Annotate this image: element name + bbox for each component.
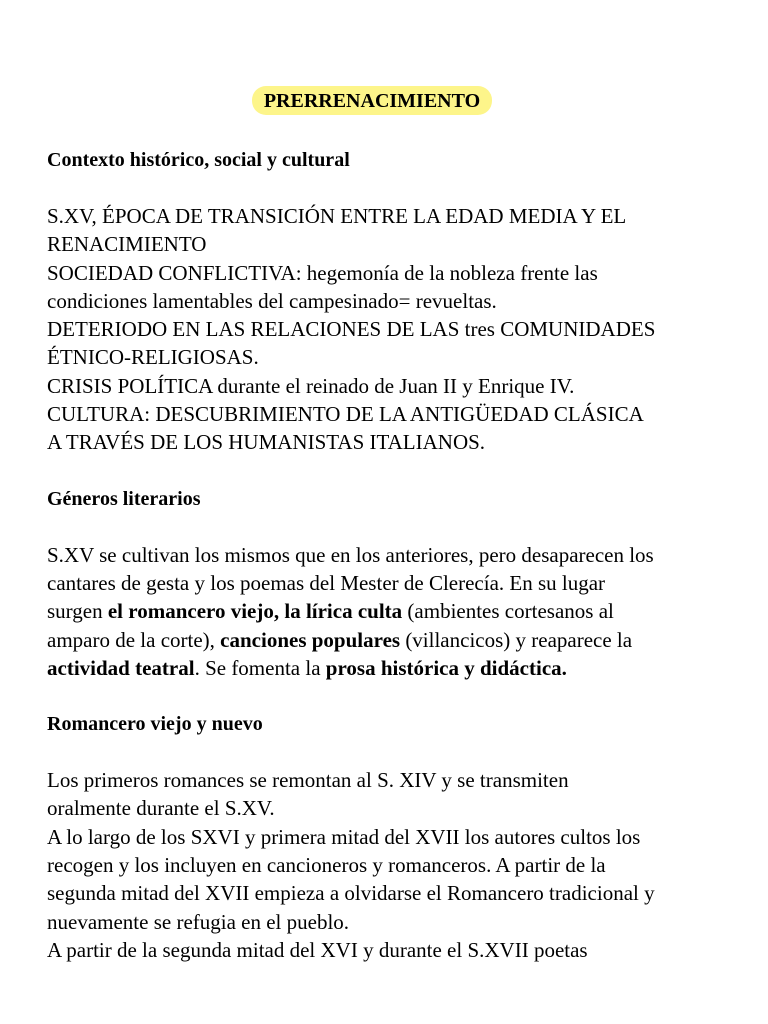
title-wrapper <box>7 86 737 122</box>
romancero-line: A lo largo de los SXVI y primera mitad del XVII los autores cultos los <box>47 824 641 849</box>
section-heading-genres: Géneros literarios <box>47 487 201 510</box>
genres-paragraph <box>47 541 737 682</box>
document-title: PRERRENACIMIENTO <box>252 86 492 115</box>
section-heading-romancero: Romancero viejo y nuevo <box>47 713 263 736</box>
romancero-line: A partir de la segunda mitad del XVI y durante el S.XVII poetas <box>47 937 588 962</box>
genres-text: surgen <box>47 599 108 624</box>
romancero-line: recogen y los incluyen en cancioneros y romanceros. A partir de la <box>47 853 606 878</box>
section-heading-context: Contexto histórico, social y cultural <box>47 149 350 171</box>
genres-bold-text: actividad teatral <box>47 655 195 680</box>
context-line: S.XV, ÉPOCA DE TRANSICIÓN ENTRE LA EDAD MEDIA Y EL <box>47 204 627 228</box>
context-line: DETERIODO EN LAS RELACIONES DE LAS tres COMUNIDADES <box>47 317 656 342</box>
genres-line <box>47 597 737 625</box>
context-line: CULTURA: DESCUBRIMIENTO DE LA ANTIGÜEDAD CLÁSICA <box>47 402 644 427</box>
context-line: SOCIEDAD CONFLICTIVA: hegemonía de la nobleza frente las <box>47 260 598 285</box>
genres-bold-text: prosa histórica y didáctica. <box>325 655 567 680</box>
genres-line: cantares de gesta y los poemas del Mester de Clerecía. En su lugar <box>47 570 606 595</box>
genres-text: amparo de la corte), <box>47 627 221 652</box>
genres-text: (ambientes cortesanos al <box>402 599 614 624</box>
genres-text: . Se fomenta la <box>194 655 326 680</box>
genres-line: S.XV se cultivan los mismos que en los anteriores, pero desaparecen los <box>47 542 654 567</box>
genres-line <box>47 626 737 654</box>
romancero-paragraph <box>47 766 737 964</box>
document-page <box>47 86 737 964</box>
genres-bold-text: el romancero viejo, la lírica culta <box>107 599 403 624</box>
romancero-line: segunda mitad del XVII empieza a olvidarse el Romancero tradicional y <box>47 881 655 906</box>
romancero-line: nuevamente se refugia en el pueblo. <box>47 909 350 934</box>
romancero-line: Los primeros romances se remontan al S. XIV y se transmiten <box>47 768 569 793</box>
context-line: ÉTNICO-RELIGIOSAS. <box>47 345 259 370</box>
genres-bold-text: canciones populares <box>220 627 401 652</box>
context-line: condiciones lamentables del campesinado= revueltas. <box>47 288 497 313</box>
context-paragraph <box>47 202 737 457</box>
genres-text: (villancicos) y reaparece la <box>400 627 633 652</box>
context-line: RENACIMIENTO <box>47 232 207 257</box>
romancero-line: oralmente durante el S.XV. <box>47 796 275 821</box>
context-line: CRISIS POLÍTICA durante el reinado de Juan II y Enrique IV. <box>47 373 575 398</box>
genres-line <box>47 654 737 682</box>
context-line: A TRAVÉS DE LOS HUMANISTAS ITALIANOS. <box>47 430 486 455</box>
